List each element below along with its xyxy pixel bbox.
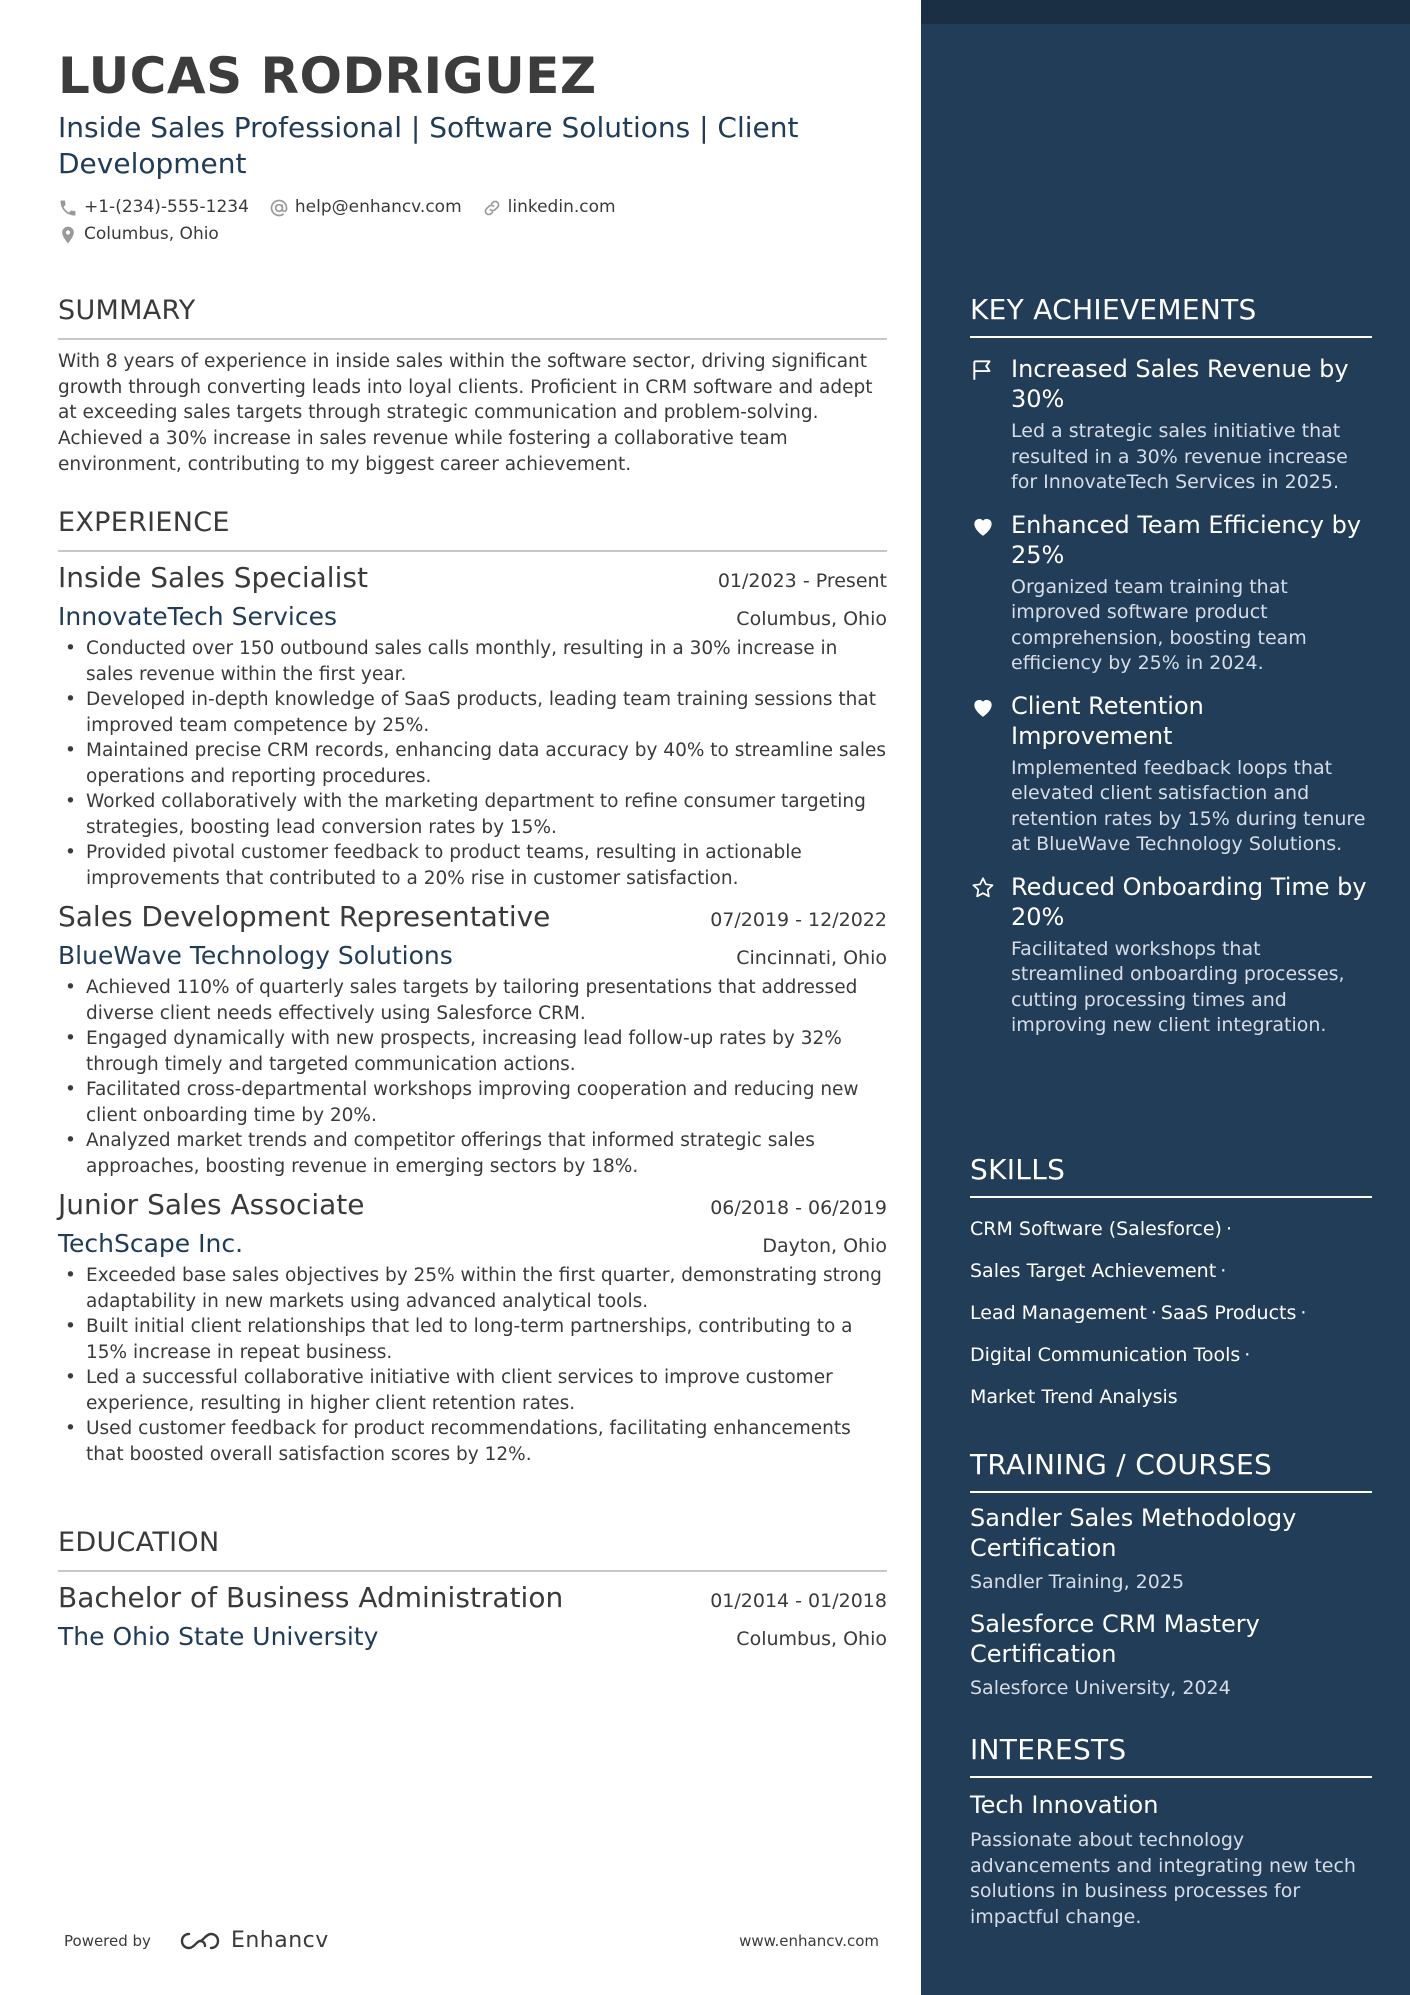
- interests-heading: INTERESTS: [970, 1732, 1372, 1778]
- interest-desc: Passionate about technology advancements and integrating new tech solutions in business processes for impactful change.: [970, 1829, 1356, 1928]
- achievement-desc: Implemented feedback loops that elevated client satisfaction and retention rates by 15% during tenure at BlueWave Technology Solutions.: [1011, 756, 1366, 855]
- bullet-item: • Built initial client relationships that led to long-term partnerships, contributing to a 15% increase in repeat business.: [58, 1314, 887, 1365]
- bullet-item: • Conducted over 150 outbound sales calls monthly, resulting in a 30% increase in sales revenue within the first year.: [58, 636, 887, 687]
- achievement-item: [970, 872, 1372, 1039]
- job-location: Cincinnati, Ohio: [736, 947, 887, 969]
- job-bullets: [58, 975, 887, 1179]
- summary-section: [58, 294, 887, 478]
- website-link[interactable]: www.enhancv.com: [739, 1931, 879, 1950]
- achievement-item: [970, 510, 1372, 677]
- contact-phone: [58, 194, 249, 221]
- education-dates: 01/2014 - 01/2018: [710, 1590, 887, 1612]
- at-icon: [269, 198, 289, 218]
- contact-location: [58, 221, 219, 248]
- skill-tag: CRM Software (Salesforce): [970, 1218, 1222, 1240]
- job-role: Sales Development Representative: [58, 900, 551, 933]
- powered-by-label: Powered by: [64, 1931, 151, 1950]
- training-heading: TRAINING / COURSES: [970, 1447, 1372, 1493]
- job-dates: 06/2018 - 06/2019: [710, 1197, 887, 1219]
- interests-section: [970, 1732, 1372, 1930]
- job-dates: 01/2023 - Present: [717, 570, 887, 592]
- bullet-item: • Led a successful collaborative initiative with client services to improve customer experience, resulting in higher client retention rates.: [58, 1365, 887, 1416]
- achievement-desc: Organized team training that improved software product comprehension, boosting team efficiency by 25% in 2024.: [1011, 575, 1307, 674]
- skill-tag: Lead Management: [970, 1302, 1147, 1324]
- achievement-title: Client Retention Improvement: [1011, 691, 1204, 750]
- job-role: Inside Sales Specialist: [58, 561, 368, 594]
- heart-icon: [970, 513, 996, 539]
- bullet-item: • Developed in-depth knowledge of SaaS products, leading team training sessions that improved team competence by 25%.: [58, 687, 887, 738]
- job-role: Junior Sales Associate: [58, 1188, 365, 1221]
- bullet-item: • Exceeded base sales objectives by 25% within the first quarter, demonstrating strong adaptability in new markets using advanced analytical tools.: [58, 1263, 887, 1314]
- sidebar-top-band: [921, 0, 1410, 24]
- achievement-item: [970, 354, 1372, 496]
- bullet-item: • Achieved 110% of quarterly sales targets by tailoring presentations that addressed diverse client needs effectively using Salesforce CRM.: [58, 975, 887, 1026]
- course-item: [970, 1503, 1372, 1595]
- degree: Bachelor of Business Administration: [58, 1581, 564, 1614]
- achievements-section: [970, 292, 1372, 1039]
- contact-linkedin[interactable]: [482, 194, 616, 221]
- skill-tag: Market Trend Analysis: [970, 1386, 1178, 1408]
- sidebar: [921, 0, 1410, 1995]
- bullet-item: • Engaged dynamically with new prospects, increasing lead follow-up rates by 32% through timely and targeted communication actions.: [58, 1026, 887, 1077]
- training-section: [970, 1447, 1372, 1701]
- experience-section: [58, 506, 887, 1467]
- phone-icon: [58, 198, 78, 218]
- skills-heading: SKILLS: [970, 1152, 1372, 1198]
- course-provider: Sandler Training, 2025: [970, 1571, 1185, 1593]
- bullet-item: • Worked collaboratively with the marketing department to refine consumer targeting strategies, boosting lead conversion rates by 15%.: [58, 789, 887, 840]
- bullet-item: • Facilitated cross-departmental workshops improving cooperation and reducing new client onboarding time by 20%.: [58, 1077, 887, 1128]
- summary-heading: SUMMARY: [58, 294, 887, 340]
- job-bullets: [58, 636, 887, 891]
- job-dates: 07/2019 - 12/2022: [710, 909, 887, 931]
- contact-email[interactable]: [269, 194, 462, 221]
- phone-text: +1-(234)-555-1234: [84, 197, 249, 217]
- page-footer: [64, 1928, 879, 1953]
- bullet-item: • Maintained precise CRM records, enhancing data accuracy by 40% to streamline sales operations and reporting procedures.: [58, 738, 887, 789]
- email-link[interactable]: help@enhancv.com: [294, 197, 462, 217]
- job-location: Columbus, Ohio: [736, 608, 887, 630]
- star-icon: [970, 875, 996, 901]
- achievement-title: Reduced Onboarding Time by 20%: [1011, 872, 1367, 931]
- skill-tag: Sales Target Achievement: [970, 1260, 1217, 1282]
- candidate-name: LUCAS RODRIGUEZ: [58, 47, 597, 105]
- skill-tag: Digital Communication Tools: [970, 1344, 1241, 1366]
- contact-info: [58, 194, 887, 248]
- achievement-item: [970, 691, 1372, 858]
- heart-icon: [970, 694, 996, 720]
- enhancv-logo[interactable]: [177, 1928, 329, 1953]
- achievements-heading: KEY ACHIEVEMENTS: [970, 292, 1372, 338]
- flag-icon: [970, 357, 996, 383]
- summary-text: With 8 years of experience in inside sales within the software sector, driving significant growth through converting leads into loyal clients. Proficient in CRM software and adept at exceeding sales targets through strategic communication and problem-solving. Achieved a 30% increase in sales revenue while fostering a collaborative team environment, contributing to my biggest career achievement.: [58, 351, 873, 475]
- job-entry: [58, 560, 887, 891]
- job-entry: [58, 899, 887, 1179]
- skills-section: [970, 1152, 1372, 1418]
- job-entry: [58, 1187, 887, 1467]
- job-location: Dayton, Ohio: [762, 1235, 887, 1257]
- job-company: InnovateTech Services: [58, 602, 338, 631]
- job-company: BlueWave Technology Solutions: [58, 941, 453, 970]
- candidate-title: Inside Sales Professional | Software Solutions | Client Development: [58, 111, 799, 180]
- achievement-title: Increased Sales Revenue by 30%: [1011, 355, 1349, 413]
- course-title: Sandler Sales Methodology Certification: [970, 1504, 1297, 1562]
- bullet-item: • Analyzed market trends and competitor offerings that informed strategic sales approaches, boosting revenue in emerging sectors by 18%.: [58, 1128, 887, 1179]
- location-text: Columbus, Ohio: [84, 224, 219, 244]
- course-title: Salesforce CRM Mastery Certification: [970, 1610, 1260, 1668]
- experience-heading: EXPERIENCE: [58, 506, 887, 552]
- job-bullets: [58, 1263, 887, 1467]
- bullet-item: • Used customer feedback for product recommendations, facilitating enhancements that boosted overall satisfaction scores by 12%.: [58, 1416, 887, 1467]
- linkedin-link[interactable]: linkedin.com: [507, 197, 616, 217]
- job-company: TechScape Inc.: [58, 1229, 244, 1258]
- skills-list: CRM Software (Salesforce) · Sales Target Achievement · Lead Management · SaaS Products · Digital Communication Tools · Market Trend Analysis: [970, 1218, 1307, 1408]
- brand-name: Enhancv: [230, 1928, 329, 1953]
- infinity-logo-icon: [177, 1929, 223, 1953]
- school-location: Columbus, Ohio: [736, 1628, 887, 1650]
- interest-title: Tech Innovation: [970, 1791, 1159, 1819]
- education-heading: EDUCATION: [58, 1526, 887, 1572]
- skill-tag: SaaS Products: [1160, 1302, 1297, 1324]
- link-icon: [482, 198, 502, 218]
- achievement-desc: Led a strategic sales initiative that resulted in a 30% revenue increase for InnovateTech Services in 2025.: [1011, 420, 1348, 493]
- bullet-item: • Provided pivotal customer feedback to product teams, resulting in actionable improvements that contributed to a 20% rise in customer satisfaction.: [58, 840, 887, 891]
- course-provider: Salesforce University, 2024: [970, 1677, 1231, 1699]
- location-pin-icon: [58, 225, 78, 245]
- achievement-title: Enhanced Team Efficiency by 25%: [1011, 510, 1362, 569]
- school-name: The Ohio State University: [58, 1622, 379, 1651]
- course-item: [970, 1609, 1372, 1701]
- resume-header: [58, 44, 887, 248]
- achievement-desc: Facilitated workshops that streamlined onboarding processes, cutting processing times and improving new client integration.: [1011, 937, 1345, 1036]
- education-section: [58, 1526, 887, 1654]
